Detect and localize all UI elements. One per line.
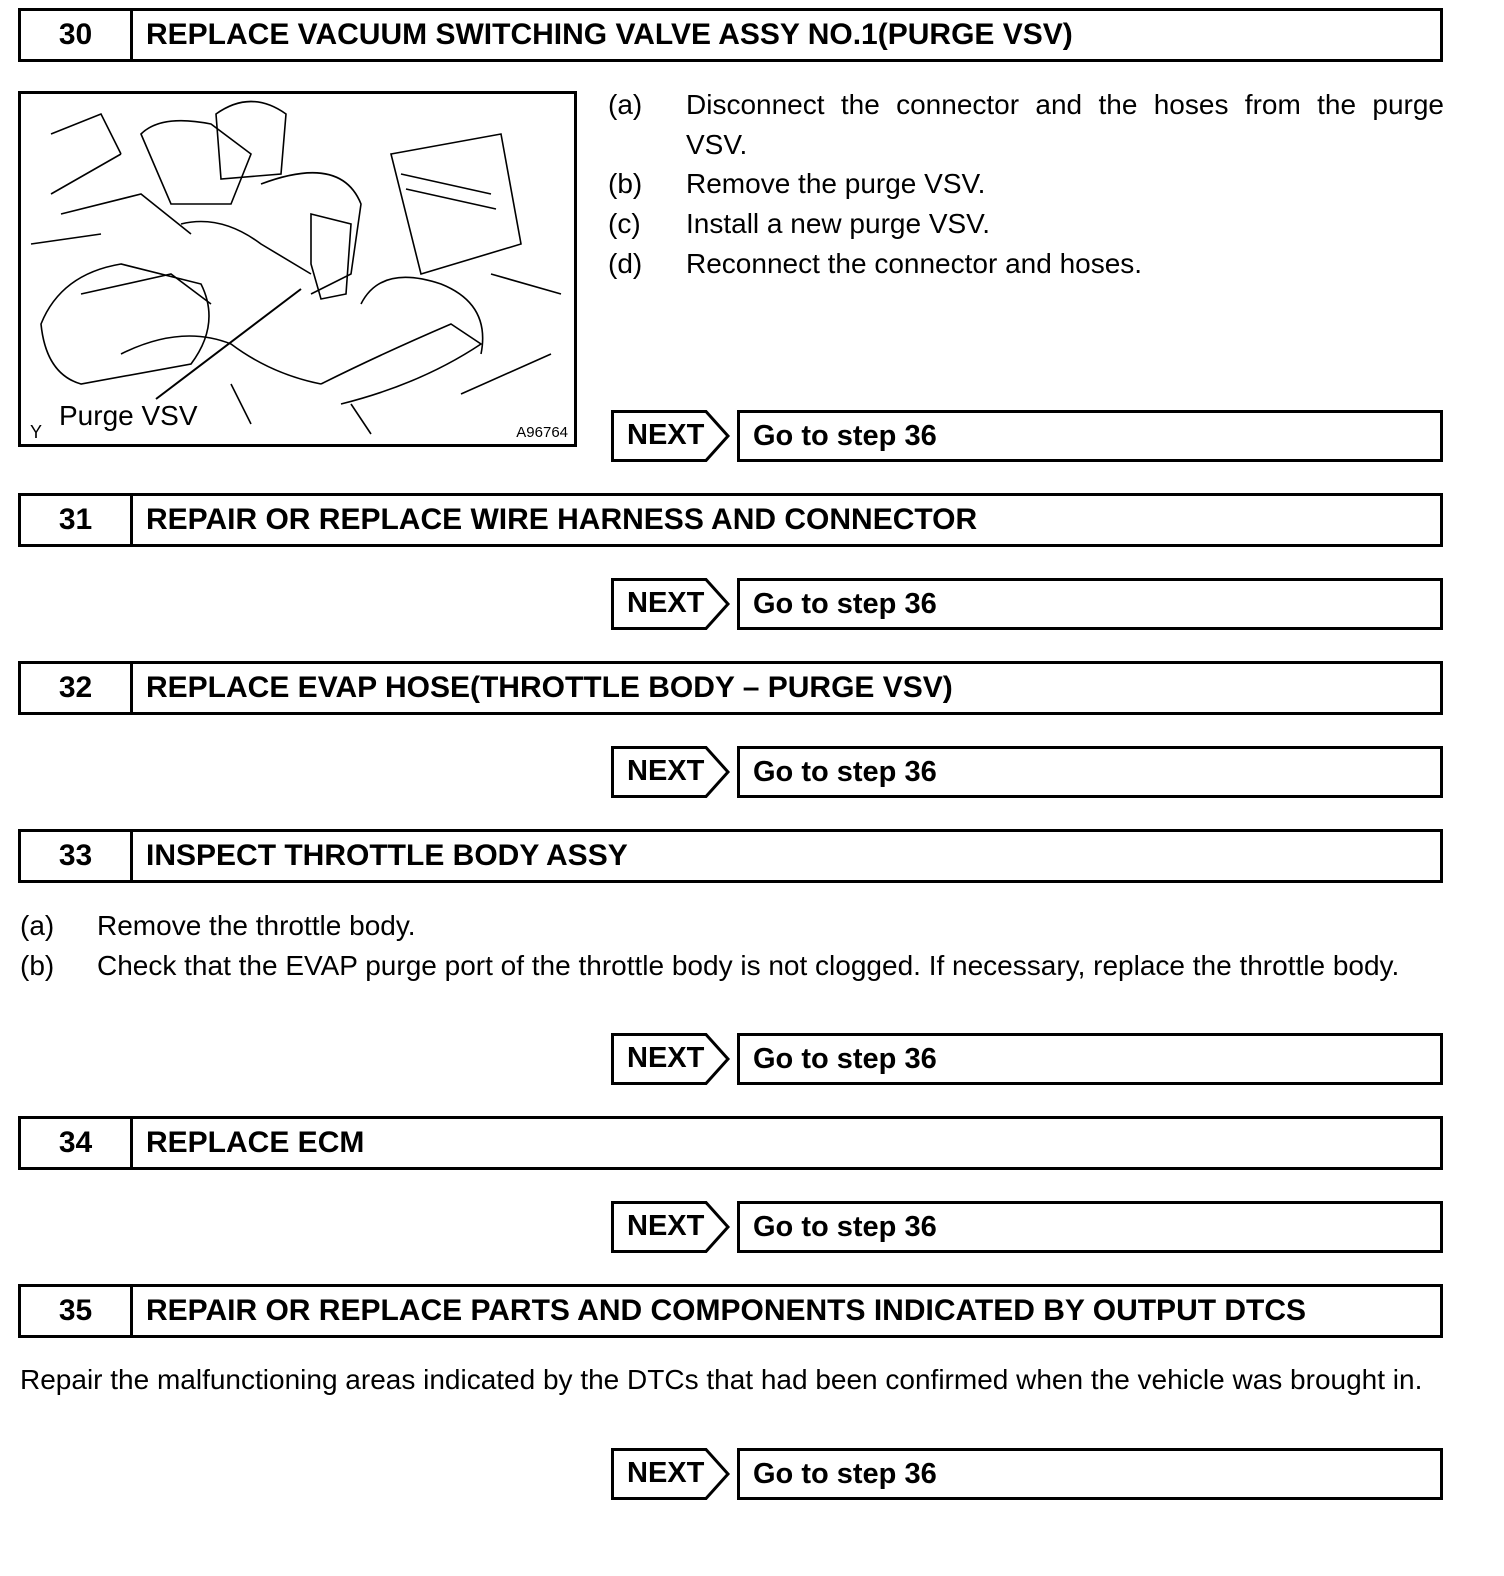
next-step-row[interactable] [611, 578, 1443, 630]
purge-vsv-illustration [18, 91, 577, 447]
go-to-step-box[interactable] [737, 1201, 1443, 1253]
next-label: NEXT [627, 419, 705, 451]
step-title: REPAIR OR REPLACE WIRE HARNESS AND CONNECTOR [146, 503, 978, 536]
item-text: Check that the EVAP purge port of the throttle body is not clogged. If necessary, replace the throttle body. [97, 950, 1400, 981]
item-text: Install a new purge VSV. [686, 208, 991, 239]
item-text: Reconnect the connector and hoses. [686, 248, 1143, 279]
next-label: NEXT [627, 755, 705, 787]
step-number: 30 [21, 11, 133, 59]
step-34-header [18, 1116, 1443, 1170]
item-text: Remove the purge VSV. [686, 168, 986, 199]
step-number: 31 [21, 496, 133, 544]
step-number: 33 [21, 832, 133, 880]
step-title: REPLACE ECM [146, 1126, 365, 1159]
step-number: 32 [21, 664, 133, 712]
step-number: 35 [21, 1287, 133, 1335]
item-label: (b) [608, 168, 643, 199]
go-to-step-box[interactable] [737, 1448, 1443, 1500]
engine-bay-drawing [21, 94, 574, 444]
go-to-step-text: Go to step 36 [753, 755, 937, 788]
step-title: REPAIR OR REPLACE PARTS AND COMPONENTS INDICATED BY OUTPUT DTCS [146, 1294, 1307, 1327]
go-to-step-box[interactable] [737, 746, 1443, 798]
go-to-step-text: Go to step 36 [753, 1457, 937, 1490]
step-31-header [18, 493, 1443, 547]
next-step-row[interactable] [611, 1448, 1443, 1500]
step-35-header [18, 1284, 1443, 1338]
next-step-row[interactable] [611, 1201, 1443, 1253]
step-title: REPLACE VACUUM SWITCHING VALVE ASSY NO.1(PURGE VSV) [146, 18, 1073, 51]
step-33-instructions [20, 906, 1444, 1026]
go-to-step-text: Go to step 36 [753, 1042, 937, 1075]
step-32-header [18, 661, 1443, 715]
item-label: (a) [608, 89, 643, 120]
next-step-row[interactable] [611, 410, 1443, 462]
item-text: Disconnect the connector and the hoses from the purge VSV. [686, 89, 1444, 160]
step-number: 34 [21, 1119, 133, 1167]
step-30-instructions [608, 85, 1444, 285]
next-label: NEXT [627, 1042, 705, 1074]
step-33-header [18, 829, 1443, 883]
step-30-header [18, 8, 1443, 62]
figure-corner-mark: Y [30, 422, 43, 442]
item-label: (a) [20, 910, 55, 941]
next-label: NEXT [627, 1210, 705, 1242]
figure-code: A96764 [516, 424, 568, 441]
step-title: REPLACE EVAP HOSE(THROTTLE BODY – PURGE VSV) [146, 671, 953, 704]
item-text: Remove the throttle body. [97, 910, 416, 941]
next-label: NEXT [627, 587, 705, 619]
figure-caption: Purge VSV [59, 400, 198, 431]
step-title: INSPECT THROTTLE BODY ASSY [146, 839, 628, 872]
go-to-step-text: Go to step 36 [753, 1210, 937, 1243]
next-step-row[interactable] [611, 746, 1443, 798]
go-to-step-text: Go to step 36 [753, 587, 937, 620]
item-label: (d) [608, 248, 643, 279]
go-to-step-box[interactable] [737, 578, 1443, 630]
item-label: (c) [608, 208, 641, 239]
next-label: NEXT [627, 1457, 705, 1489]
go-to-step-box[interactable] [737, 410, 1443, 462]
step-35-text: Repair the malfunctioning areas indicated by the DTCs that had been confirmed when the vehicle was brought in. [20, 1364, 1423, 1395]
item-label: (b) [20, 950, 55, 981]
go-to-step-text: Go to step 36 [753, 419, 937, 452]
next-step-row[interactable] [611, 1033, 1443, 1085]
go-to-step-box[interactable] [737, 1033, 1443, 1085]
